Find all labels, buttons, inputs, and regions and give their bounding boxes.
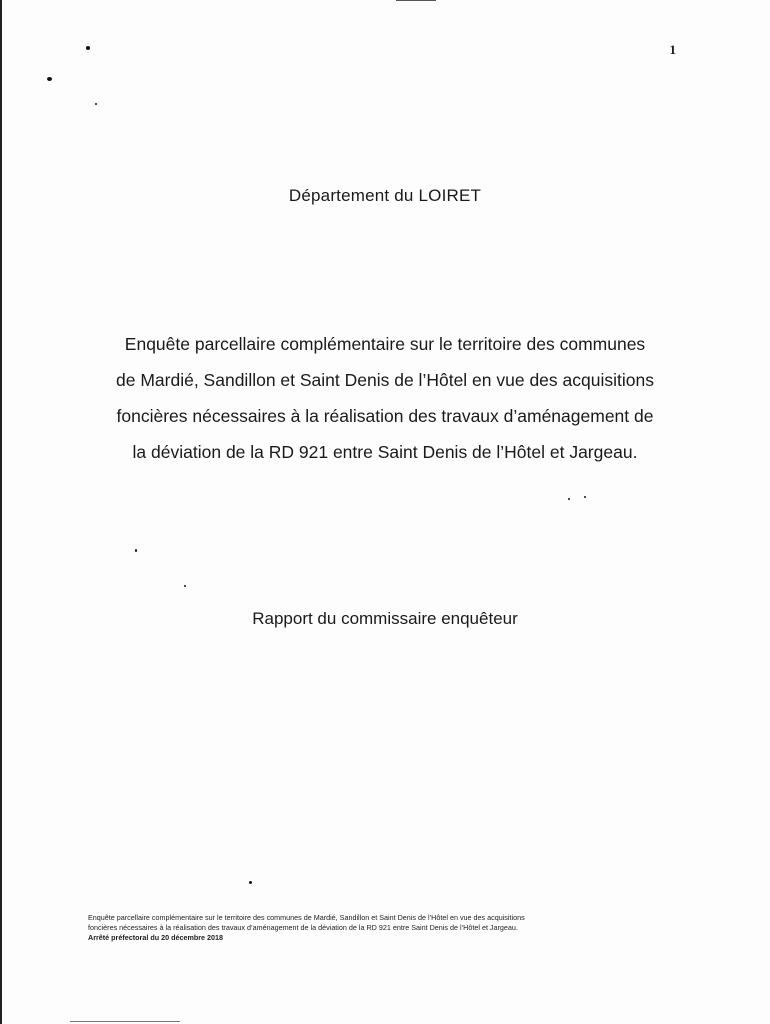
scan-speck bbox=[568, 498, 570, 500]
scan-speck bbox=[184, 585, 186, 587]
scan-speck bbox=[95, 103, 97, 105]
scan-edge bbox=[0, 0, 2, 1024]
scan-speck bbox=[135, 549, 137, 552]
footer-line: Enquête parcellaire complémentaire sur le territoire des communes de Mardié, Sandillon et Saint Denis de l’Hôtel en vue des acquisitions bbox=[88, 913, 525, 922]
department-heading: Département du LOIRET bbox=[288, 186, 482, 205]
title-line: foncières nécessaires à la réalisation des travaux d’aménagement de bbox=[116, 406, 654, 426]
scan-mark-bottom bbox=[70, 1021, 180, 1022]
title-line: Enquête parcellaire complémentaire sur le territoire des communes bbox=[124, 334, 646, 354]
scan-speck bbox=[47, 77, 52, 81]
report-title: Rapport du commissaire enquêteur bbox=[252, 609, 518, 628]
footer-line: Arrêté préfectoral du 20 décembre 2018 bbox=[88, 933, 224, 942]
footer-note bbox=[88, 913, 688, 943]
enquete-title bbox=[88, 326, 682, 470]
page-number: 1 bbox=[669, 42, 676, 57]
title-line: la déviation de la RD 921 entre Saint Denis de l’Hôtel et Jargeau. bbox=[132, 442, 638, 462]
scan-speck bbox=[584, 496, 586, 498]
scan-mark-top bbox=[396, 0, 436, 1]
footer-line: foncières nécessaires à la réalisation des travaux d’aménagement de la déviation de la RD 921 entre Saint Denis de l’Hôtel et Jargeau. bbox=[88, 923, 518, 932]
scan-speck bbox=[249, 881, 252, 884]
scan-speck bbox=[86, 46, 90, 50]
title-line: de Mardié, Sandillon et Saint Denis de l’Hôtel en vue des acquisitions bbox=[116, 370, 654, 390]
